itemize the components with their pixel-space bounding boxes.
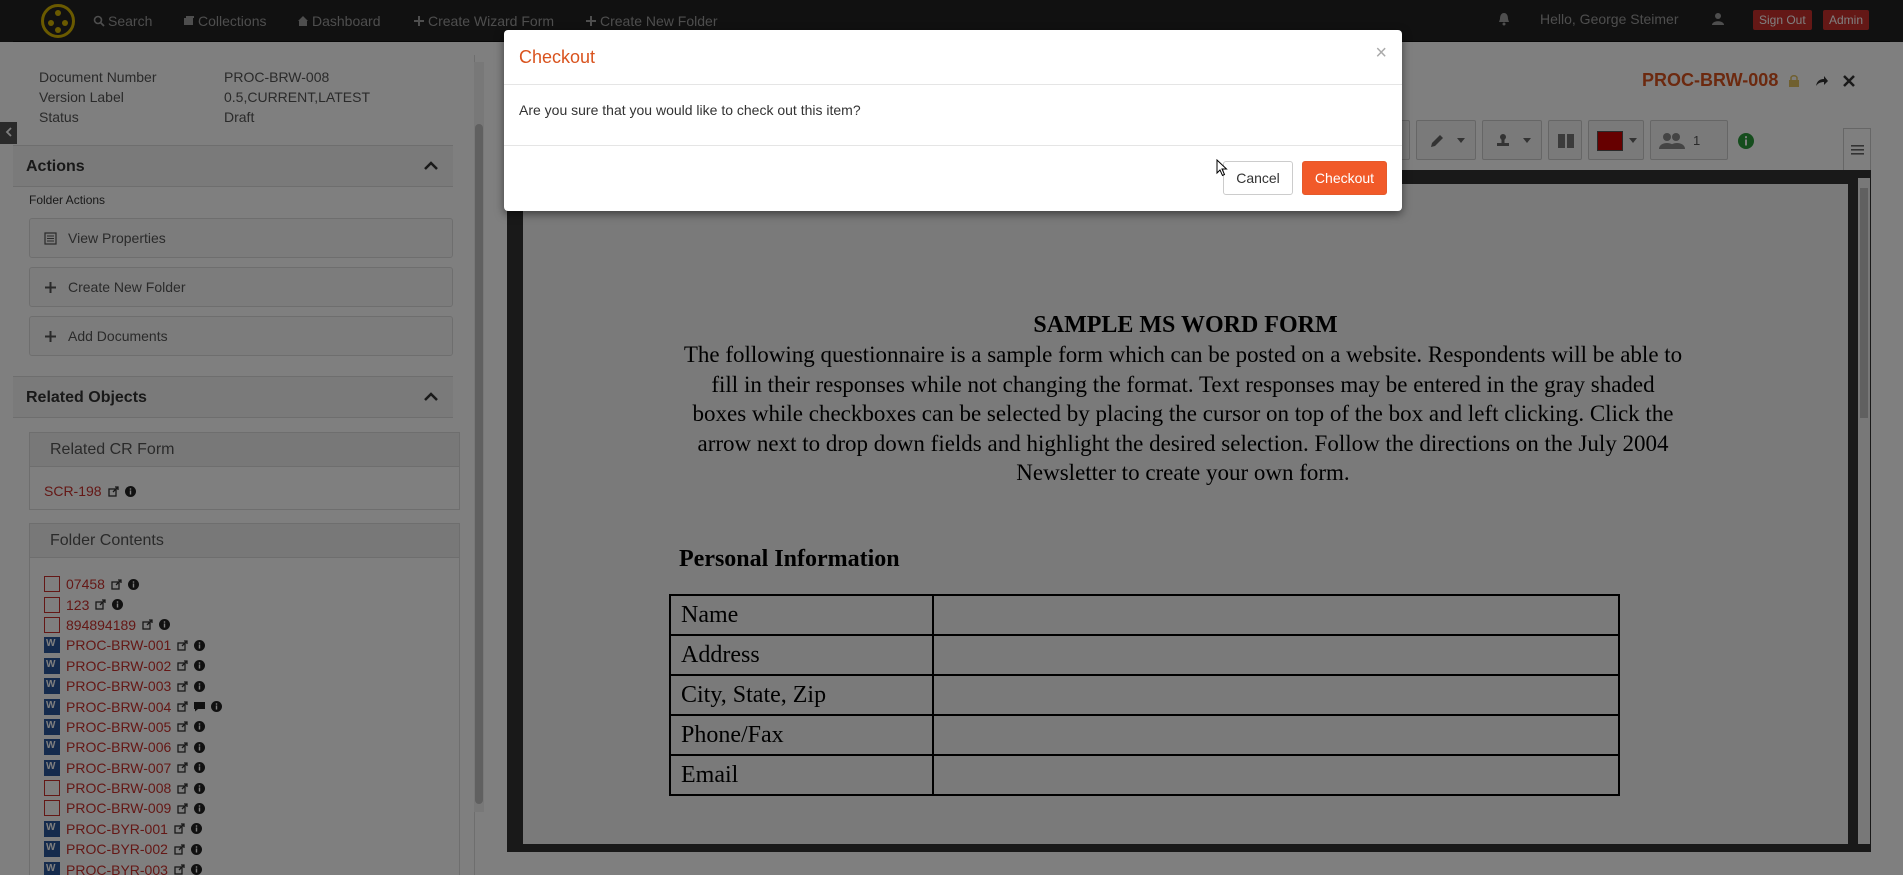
modal-header xyxy=(504,30,1402,85)
mouse-cursor-icon xyxy=(1216,159,1228,177)
modal-message: Are you sure that you would like to check out this item? xyxy=(519,102,861,118)
checkout-button[interactable]: Checkout xyxy=(1302,161,1387,195)
modal-close-button[interactable]: × xyxy=(1375,42,1387,64)
checkout-modal xyxy=(504,30,1402,211)
modal-footer xyxy=(504,145,1402,211)
cancel-button[interactable]: Cancel xyxy=(1223,161,1293,195)
modal-title: Checkout xyxy=(519,47,596,67)
